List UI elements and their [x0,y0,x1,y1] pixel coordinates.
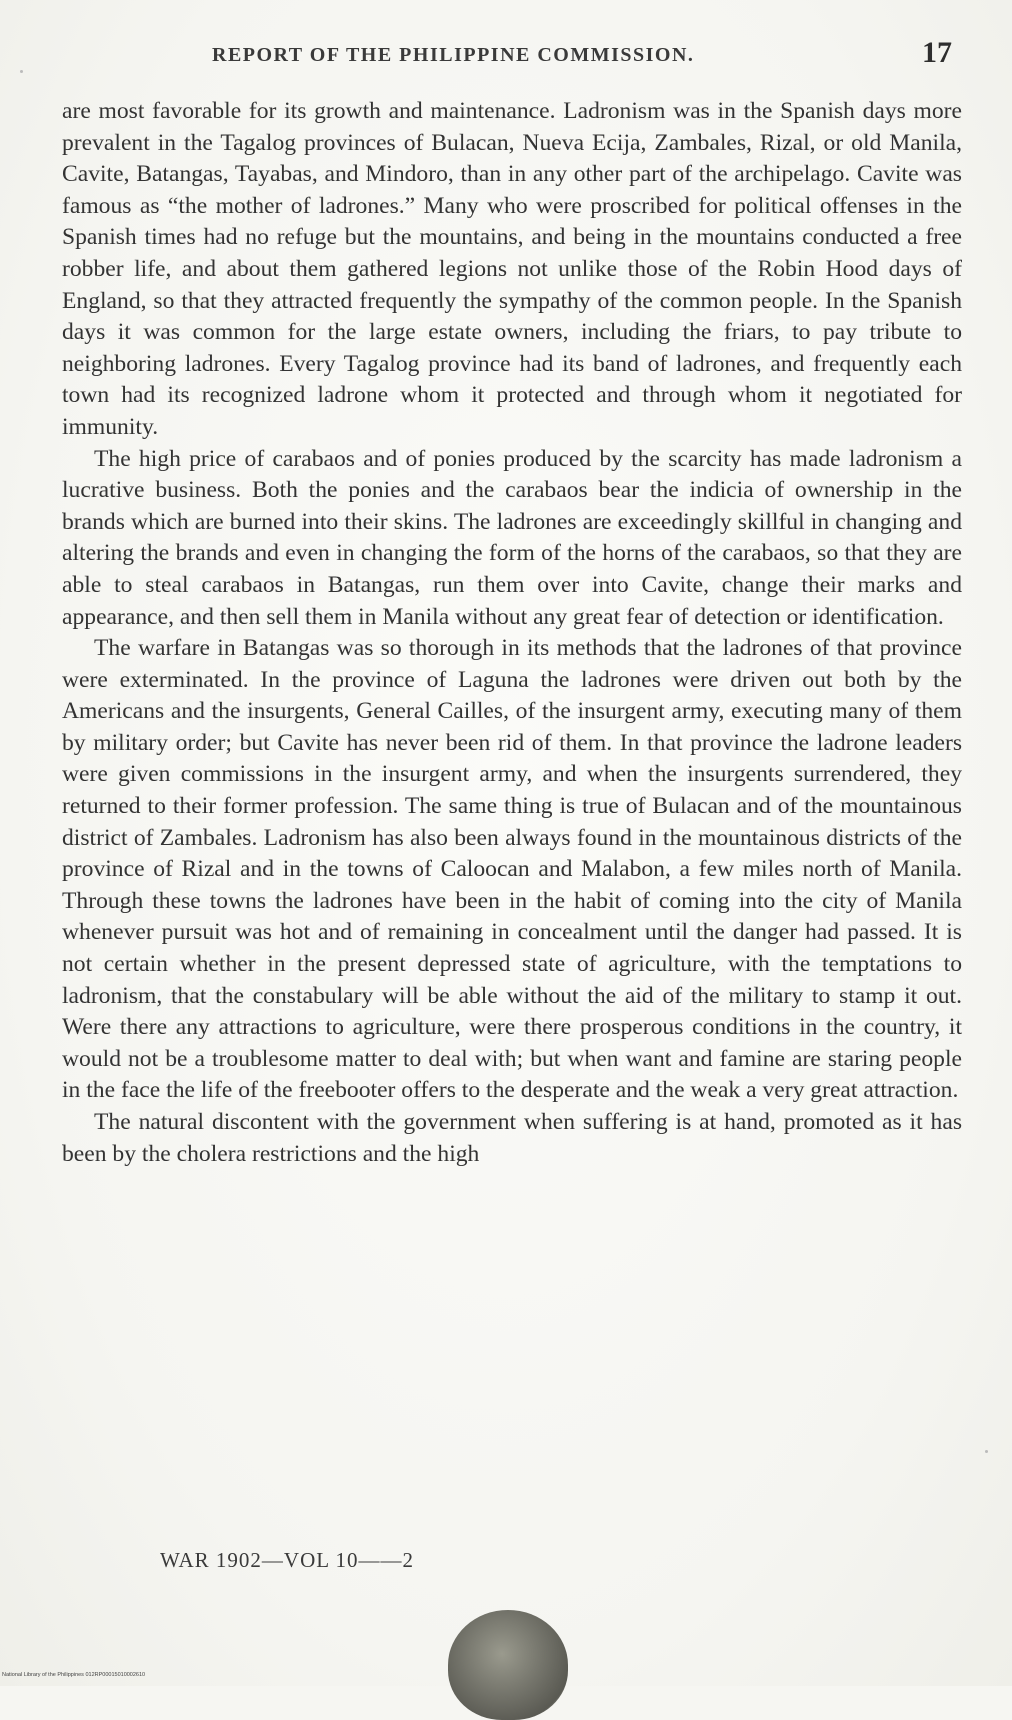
page-number: 17 [922,36,952,69]
paragraph: are most favorable for its growth and maintenance. Ladronism was in the Spanish days more prevalent in the Tagalog provinces of Bulacan, Nueva Ecija, Zambales, Rizal, or old Manila, Cavite, Batangas, Tayabas, and Mindoro, than in any other part of the archipelago. Cavite was famous as “the mother of ladrones.” Many who were proscribed for political offenses in the Spanish times had no refuge but the mountains, and being in the mountains conducted a free robber life, and about them gathered legions not unlike those of the Robin Hood days of England, so that they attracted frequently the sympathy of the common people. In the Spanish days it was common for the large estate owners, including the friars, to pay tribute to neighboring ladrones. Every Tagalog province had its band of ladrones, and frequently each town had its recognized ladrone whom it protected and through whom it negotiated for immunity. [62,98,962,440]
dust-speck [20,70,23,73]
running-head: REPORT OF THE PHILIPPINE COMMISSION. [212,44,695,66]
body-text [62,96,962,1170]
paragraph: The natural discontent with the government when suffering is at hand, promoted as it has been by the cholera restrictions and the high [62,1109,962,1167]
dust-speck [985,1450,988,1453]
page-header [62,36,952,76]
paragraph: The high price of carabaos and of ponies produced by the scarcity has made ladronism a lucrative business. Both the ponies and the carabaos bear the indicia of ownership in the brands which are burned into their skins. The ladrones are exceedingly skillful in changing and altering the brands and even in changing the form of the horns of the carabaos, so that they are able to steal carabaos in Batangas, run them over into Cavite, change their marks and appearance, and then sell them in Manila without any great fear of detection or identification. [62,445,962,630]
library-credit: National Library of the Philippines 012RP00015010002610 [2,1672,146,1678]
signature-mark: WAR 1902—VOL 10——2 [160,1548,415,1572]
thumb-shadow [448,1610,568,1720]
paragraph: The warfare in Batangas was so thorough in its methods that the ladrones of that province were exterminated. In the province of Laguna the ladrones were driven out both by the Americans and the insurgents, General Cailles, of the insurgent army, executing many of them by military order; but Cavite has never been rid of them. In that province the ladrone leaders were given commissions in the insurgent army, and when the insurgents surrendered, they returned to their former profession. The same thing is true of Bulacan and of the mountainous district of Zambales. Ladronism has also been always found in the mountainous districts of the province of Rizal and in the towns of Caloocan and Malabon, a few miles north of Manila. Through these towns the ladrones have been in the habit of coming into the city of Manila whenever pursuit was hot and of remaining in concealment until the danger had passed. It is not certain whether in the present depressed state of agriculture, with the temptations to ladronism, that the constabulary will be able without the aid of the military to stamp it out. Were there any attractions to agriculture, were there prosperous conditions in the country, it would not be a troublesome matter to deal with; but when want and famine are staring people in the face the life of the freebooter offers to the desperate and the weak a very great attraction. [62,635,962,1104]
